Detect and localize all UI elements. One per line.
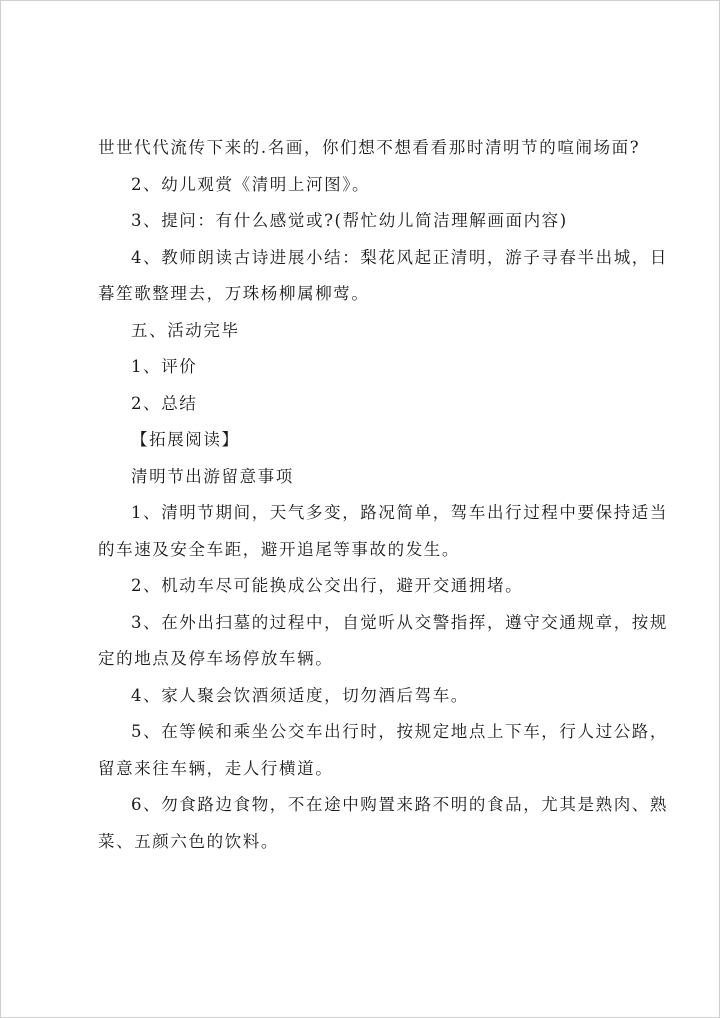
text-line: 2、机动车尽可能换成公交出行，避开交通拥堵。 [131,576,524,595]
document-body [98,130,668,860]
section-heading: 【拓展阅读】 [131,430,240,449]
text-line: 3、提问：有什么感觉或?(帮忙幼儿简洁理解画面内容) [131,211,568,230]
text-line: 4、家人聚会饮酒须适度，切勿酒后驾车。 [131,685,469,705]
text-line: 6、勿食路边食物，不在途中购置来路不明的食品，尤其是熟肉、熟 [131,795,668,814]
text-line: 留意来往车辆，走人行横道。 [98,758,334,778]
text-line: 2、幼儿观赏《清明上河图》。 [131,174,371,194]
subheading: 清明节出游留意事项 [131,466,294,486]
text-line: 1、评价 [131,357,198,376]
text-line: 定的地点及停车场停放车辆。 [98,649,334,668]
text-line: 世世代代流传下来的.名画，你们想不想看看那时清明节的喧闹场面? [98,138,641,157]
text-line: 3、在外出扫墓的过程中，自觉听从交警指挥，遵守交通规章，按规 [131,612,668,632]
text-line: 1、清明节期间，天气多变，路况简单，驾车出行过程中要保持适当 [131,503,668,522]
text-line: 的车速及安全车距，避开追尾等事故的发生。 [98,539,460,559]
text-line: 5、在等候和乘坐公交车出行时，按规定地点上下车，行人过公路， [131,722,668,741]
text-line: 2、总结 [131,393,198,413]
text-line: 菜、五颜六色的饮料。 [98,831,279,851]
text-line: 暮笙歌整理去，万珠杨柳属柳莺。 [98,284,370,303]
section-heading: 五、活动完毕 [131,320,240,340]
text-line: 4、教师朗读古诗进展小结：梨花风起正清明，游子寻春半出城，日 [131,247,668,267]
